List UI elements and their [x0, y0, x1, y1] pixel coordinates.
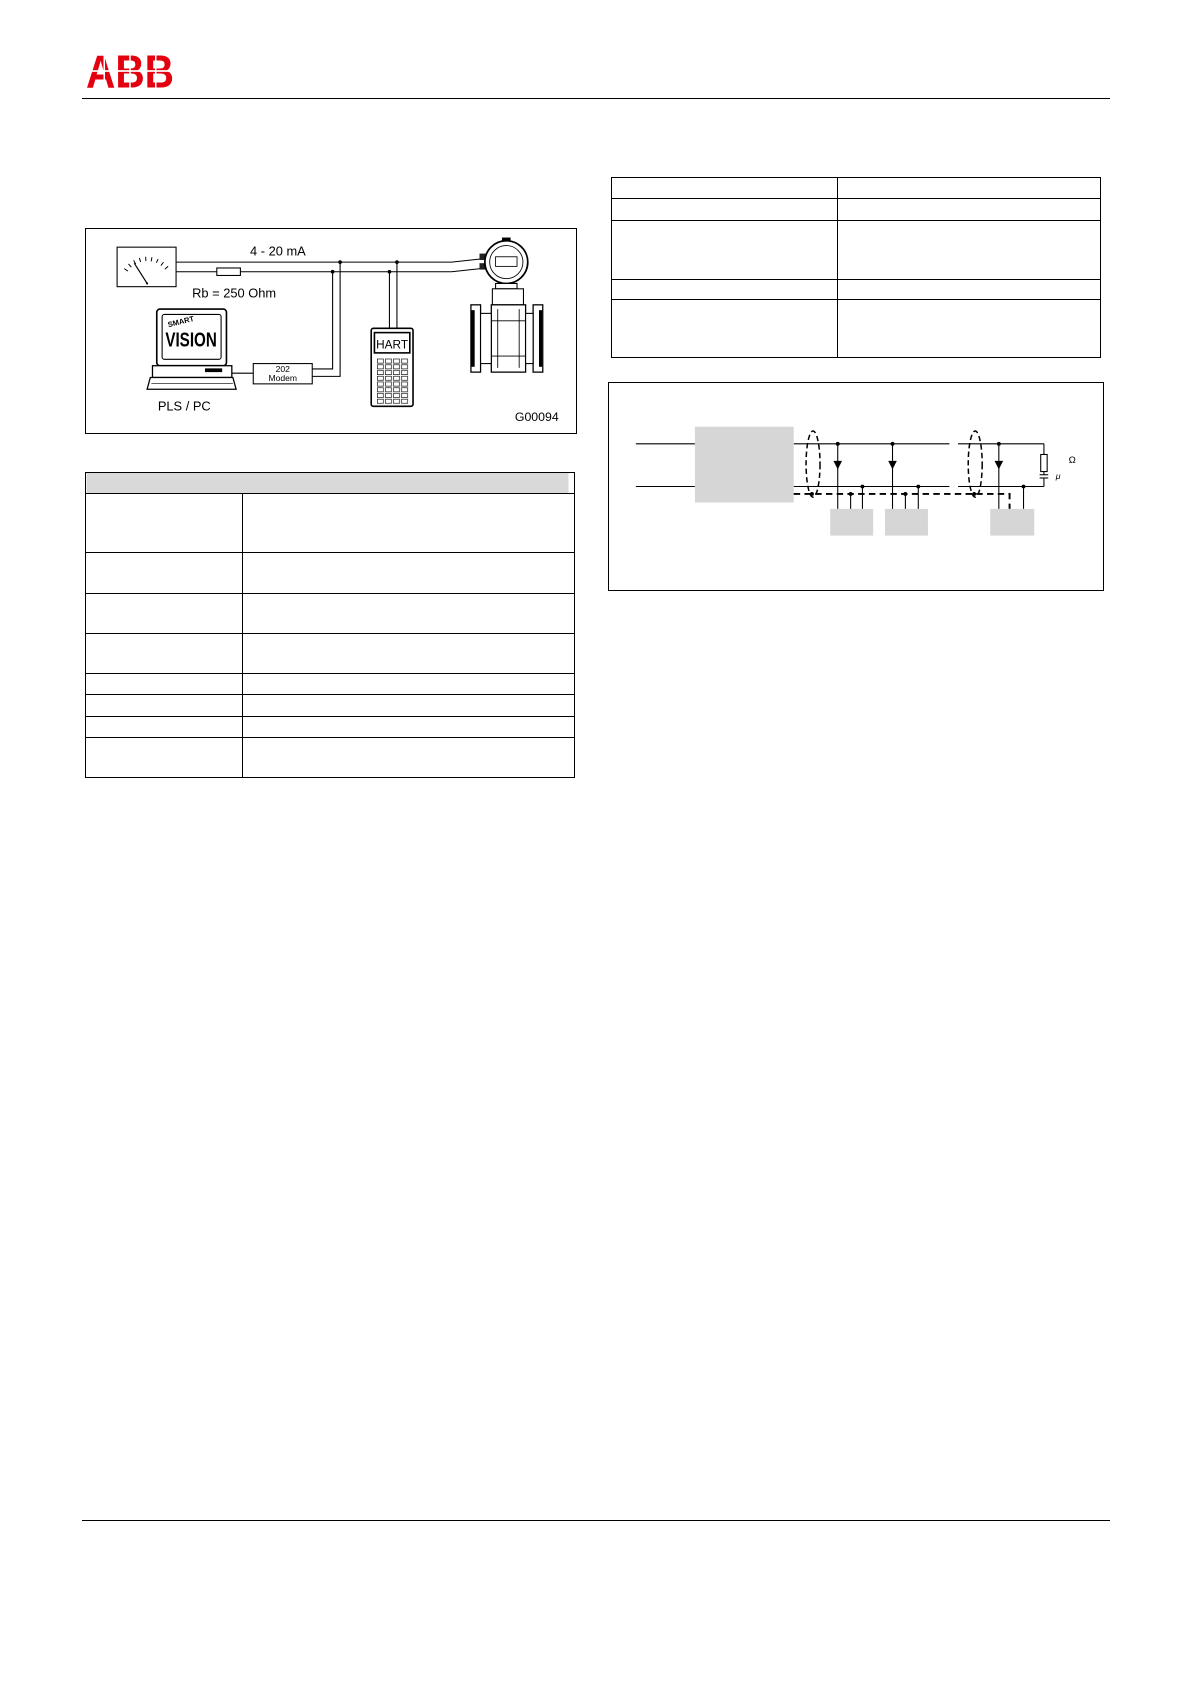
device-drop-lines — [838, 444, 1024, 509]
bus-topology-diagram — [609, 383, 1103, 590]
table-row — [86, 717, 575, 738]
logo-stripe-b1 — [129, 54, 131, 88]
pc-label: PLS / PC — [157, 398, 211, 414]
table-cell-label — [86, 634, 243, 674]
table-cell-value — [838, 178, 1101, 199]
field-device-block — [830, 509, 873, 536]
flowmeter-icon — [471, 238, 543, 373]
table-cell-label — [86, 738, 243, 778]
software-logo-top: SMART — [166, 314, 195, 330]
figure-id: G00094 — [514, 410, 559, 425]
table-row — [612, 199, 1101, 221]
table-cell-label — [612, 178, 838, 199]
table-cell-value — [838, 199, 1101, 221]
table-cell-label — [612, 221, 838, 280]
table-cell-value — [243, 494, 575, 553]
table-cell-value — [243, 738, 575, 778]
hart-handheld-icon — [371, 328, 413, 406]
cable-shield-marker — [806, 431, 820, 497]
software-logo-bottom: VISION — [165, 329, 217, 352]
table-header-row — [86, 473, 575, 494]
modem-box — [253, 364, 312, 384]
table-cell-label — [86, 674, 243, 695]
supply-unit-block — [695, 427, 794, 503]
table-cell-label — [612, 300, 838, 358]
table-cell-value — [838, 280, 1101, 300]
table-cell-value — [838, 300, 1101, 358]
flowmeter-display — [496, 257, 517, 267]
table-cell-label — [86, 695, 243, 717]
table-cell-label — [86, 494, 243, 553]
logo-stripe-a — [103, 54, 105, 88]
load-resistor — [217, 268, 241, 275]
table-row — [86, 553, 575, 594]
meter-pivot — [146, 282, 148, 284]
table-cell-label — [86, 717, 243, 738]
resistor-label: Rb = 250 Ohm — [192, 285, 277, 301]
modem-label-line2: Modem — [268, 373, 298, 384]
handheld-label: HART — [376, 338, 409, 352]
table-cell-label — [86, 594, 243, 634]
cable-shield-marker — [968, 431, 982, 497]
right-spec-table — [611, 177, 1101, 358]
resistor-unit-label: Ω — [1068, 455, 1076, 467]
table-cell-label — [86, 553, 243, 594]
table-cell-value — [243, 674, 575, 695]
table-row — [86, 674, 575, 695]
footer-rule — [82, 1520, 1110, 1521]
table-row — [86, 634, 575, 674]
abb-logo — [86, 54, 174, 88]
table-cell-value — [243, 553, 575, 594]
table-row — [612, 300, 1101, 358]
table-cell-label — [612, 199, 838, 221]
disk-drive-slot — [205, 368, 222, 372]
field-device-block — [990, 509, 1034, 536]
capacitor-unit-label: μ — [1055, 471, 1061, 482]
handheld-keypad — [377, 358, 409, 404]
table-row — [612, 178, 1101, 199]
current-label: 4 - 20 mA — [250, 243, 306, 259]
drop-arrows — [833, 461, 1003, 470]
header-rule — [82, 98, 1110, 99]
analog-meter-icon — [117, 247, 176, 287]
table-cell-value — [243, 695, 575, 717]
table-cell-label — [612, 280, 838, 300]
table-row — [86, 594, 575, 634]
logo-stripe-b2 — [155, 54, 157, 88]
table-row — [86, 738, 575, 778]
table-header-cell — [86, 473, 575, 494]
table-row — [612, 221, 1101, 280]
left-spec-table — [85, 472, 575, 778]
bus-topology-figure — [608, 382, 1104, 591]
table-cell-value — [838, 221, 1101, 280]
hart-connection-diagram — [86, 229, 576, 433]
bus-terminator — [1040, 444, 1049, 487]
modem-label-line1: 202 — [275, 364, 290, 375]
cable-shield-line — [794, 494, 1010, 509]
bus-junction-dots — [810, 442, 1025, 496]
table-row — [86, 695, 575, 717]
table-row — [86, 494, 575, 553]
hart-connection-figure — [85, 228, 577, 434]
table-cell-value — [243, 634, 575, 674]
abb-logo-graphic — [86, 54, 174, 88]
table-row — [612, 280, 1101, 300]
table-cell-value — [243, 594, 575, 634]
table-cell-value — [243, 717, 575, 738]
computer-icon — [147, 309, 236, 389]
field-device-block — [885, 509, 928, 536]
